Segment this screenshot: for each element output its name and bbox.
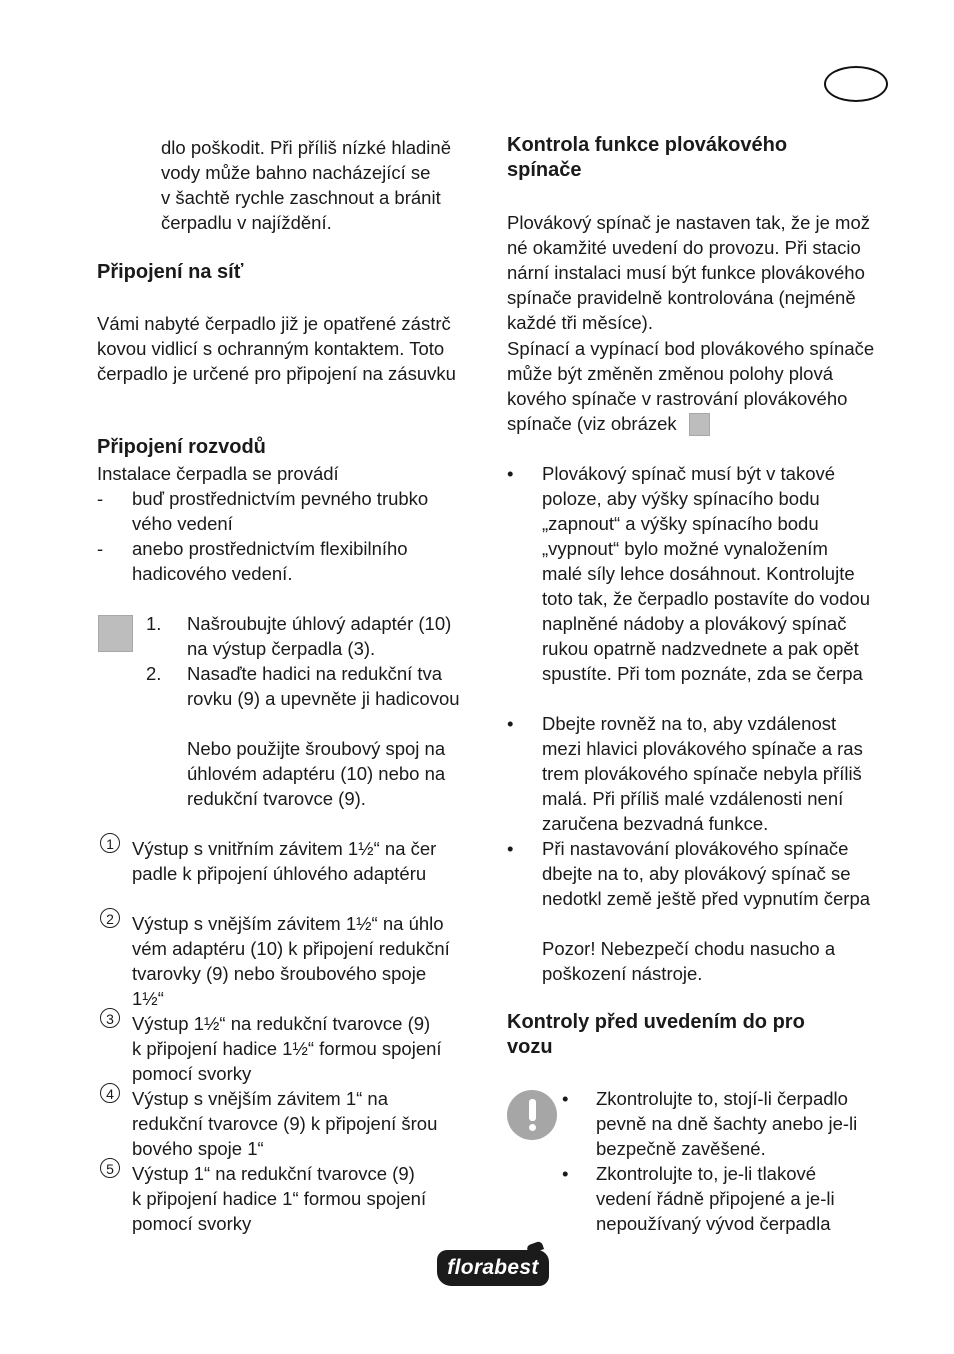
float-line: kového spínače v rastrování plovákového <box>507 388 848 409</box>
float-heading: Kontrola funkce plovákového <box>507 134 788 156</box>
brand-logo-text: florabest <box>447 1256 539 1279</box>
mains-heading: Připojení na síť <box>97 261 244 283</box>
bullet-line: trem plovákového spínače nebyla příliš <box>542 763 862 784</box>
outlet-line: pomocí svorky <box>132 1213 252 1234</box>
list-item: hadicového vedení. <box>132 563 293 584</box>
outlet-line: padle k připojení úhlového adaptéru <box>132 863 427 884</box>
outlet-line: redukční tvarovce (9) k připojení šrou <box>132 1113 438 1134</box>
outlet-number-icon: 5 <box>100 1158 120 1178</box>
list-item: buď prostřednictvím pevného trubko <box>132 488 429 509</box>
intro-line: dlo poškodit. Při příliš nízké hladině <box>161 137 451 158</box>
outlet-number-icon: 3 <box>100 1008 120 1028</box>
bullet-line: nepoužívaný vývod čerpadla <box>596 1213 831 1234</box>
bullet-marker: • <box>507 463 514 484</box>
distribution-heading: Připojení rozvodů <box>97 436 266 458</box>
bullet-marker: • <box>507 713 514 734</box>
bullet-line: nedotkl země ještě před vypnutím čerpa <box>542 888 871 909</box>
float-line: Plovákový spínač je nastaven tak, že je mož <box>507 212 870 233</box>
outlet-line: Výstup s vnějším závitem 1“ na <box>132 1088 389 1109</box>
float-line: Spínací a vypínací bod plovákového spínače <box>507 338 875 359</box>
outlet-line: 1½“ <box>132 988 164 1009</box>
bullet-line: Zkontrolujte to, stojí-li čerpadlo <box>596 1088 848 1109</box>
step-line: Našroubujte úhlový adaptér (10) <box>187 613 452 634</box>
mains-line: čerpadlo je určené pro připojení na zásuvku <box>97 363 456 384</box>
outlet-line: k připojení hadice 1“ formou spojení <box>132 1188 427 1209</box>
step-number: 2. <box>146 663 162 684</box>
bullet-line: bezpečně zavěšené. <box>596 1138 766 1159</box>
bullet-line: toto tak, že čerpadlo postavíte do vodou <box>542 588 871 609</box>
list-item: vého vedení <box>132 513 233 534</box>
step-line: na výstup čerpadla (3). <box>187 638 376 659</box>
outlet-line: vém adaptéru (10) k připojení redukční <box>132 938 450 959</box>
bullet-line: spustíte. Při tom poznáte, zda se čerpa <box>542 663 863 684</box>
bullet-line: zaručena bezvadná funkce. <box>542 813 769 834</box>
bullet-line: Plovákový spínač musí být v takové <box>542 463 836 484</box>
outlet-line: pomocí svorky <box>132 1063 252 1084</box>
dash-marker: - <box>97 488 104 509</box>
bullet-line: mezi hlavici plovákového spínače a ras <box>542 738 863 759</box>
alt-line: úhlovém adaptéru (10) nebo na <box>187 763 446 784</box>
outlet-line: Výstup s vnitřním závitem 1½“ na čer <box>132 838 437 859</box>
list-item: anebo prostřednictvím flexibilního <box>132 538 408 559</box>
alt-line: redukční tvarovce (9). <box>187 788 366 809</box>
bullet-line: „vypnout“ bylo možné vynaložením <box>542 538 828 559</box>
bullet-marker: • <box>507 838 514 859</box>
caution-line: poškození nástroje. <box>542 963 703 984</box>
bullet-line: malá. Při příliš malé vzdálenosti není <box>542 788 844 809</box>
outlet-line: Výstup s vnějším závitem 1½“ na úhlo <box>132 913 444 934</box>
float-line: né okamžité uvedení do provozu. Při stacio <box>507 237 861 258</box>
figure-reference-marker <box>689 413 710 436</box>
bullet-line: Při nastavování plovákového spínače <box>542 838 849 859</box>
step-number: 1. <box>146 613 162 634</box>
step-line: rovku (9) a upevněte ji hadicovou <box>187 688 460 709</box>
bullet-line: Dbejte rovněž na to, aby vzdálenost <box>542 713 837 734</box>
outlet-number-icon: 2 <box>100 908 120 928</box>
mains-line: Vámi nabyté čerpadlo již je opatřené zástrč <box>97 313 451 334</box>
bullet-line: dbejte na to, aby plovákový spínač se <box>542 863 851 884</box>
bullet-line: pevně na dně šachty anebo je-li <box>596 1113 858 1134</box>
bullet-line: Zkontrolujte to, je-li tlakové <box>596 1163 817 1184</box>
bullet-line: malé síly lehce dosáhnout. Kontrolujte <box>542 563 855 584</box>
figure-reference-marker <box>98 615 133 652</box>
bullet-line: vedení řádně připojené a je-li <box>596 1188 835 1209</box>
outlet-line: tvarovky (9) nebo šroubového spoje <box>132 963 427 984</box>
check-heading: vozu <box>507 1036 553 1058</box>
step-line: Nasaďte hadici na redukční tva <box>187 663 443 684</box>
bullet-marker: • <box>562 1088 569 1109</box>
dash-marker: - <box>97 538 104 559</box>
bullet-line: rukou opatrně nadzvednete a pak opět <box>542 638 859 659</box>
outlet-line: Výstup 1“ na redukční tvarovce (9) <box>132 1163 415 1184</box>
bullet-marker: • <box>562 1163 569 1184</box>
float-line: může být změněn změnou polohy plová <box>507 363 833 384</box>
brand-logo <box>437 1250 549 1286</box>
intro-line: čerpadlu v najíždění. <box>161 212 332 233</box>
bullet-line: „zapnout“ a výšky spínacího bodu <box>542 513 819 534</box>
alt-line: Nebo použijte šroubový spoj na <box>187 738 446 759</box>
check-heading: Kontroly před uvedením do pro <box>507 1011 805 1033</box>
intro-line: vody může bahno nacházející se <box>161 162 431 183</box>
float-line: spínače pravidelně kontrolována (nejméně <box>507 287 856 308</box>
intro-line: v šachtě rychle zaschnout a bránit <box>161 187 441 208</box>
float-line: nární instalaci musí být funkce plovákového <box>507 262 865 283</box>
outlet-number-icon: 4 <box>100 1083 120 1103</box>
bullet-line: naplněné nádoby a plovákový spínač <box>542 613 847 634</box>
float-line: každé tři měsíce). <box>507 312 653 333</box>
caution-line: Pozor! Nebezpečí chodu nasucho a <box>542 938 836 959</box>
outlet-number-icon: 1 <box>100 833 120 853</box>
float-line: spínače (viz obrázek <box>507 413 677 434</box>
outlet-line: k připojení hadice 1½“ formou spojení <box>132 1038 442 1059</box>
mains-line: kovou vidlicí s ochranným kontaktem. Toto <box>97 338 445 359</box>
language-indicator <box>824 66 888 102</box>
outlet-line: Výstup 1½“ na redukční tvarovce (9) <box>132 1013 431 1034</box>
distribution-intro: Instalace čerpadla se provádí <box>97 463 339 484</box>
float-heading: spínače <box>507 159 582 181</box>
warning-icon <box>507 1090 557 1140</box>
bullet-line: poloze, aby výšky spínacího bodu <box>542 488 820 509</box>
outlet-line: bového spoje 1“ <box>132 1138 264 1159</box>
